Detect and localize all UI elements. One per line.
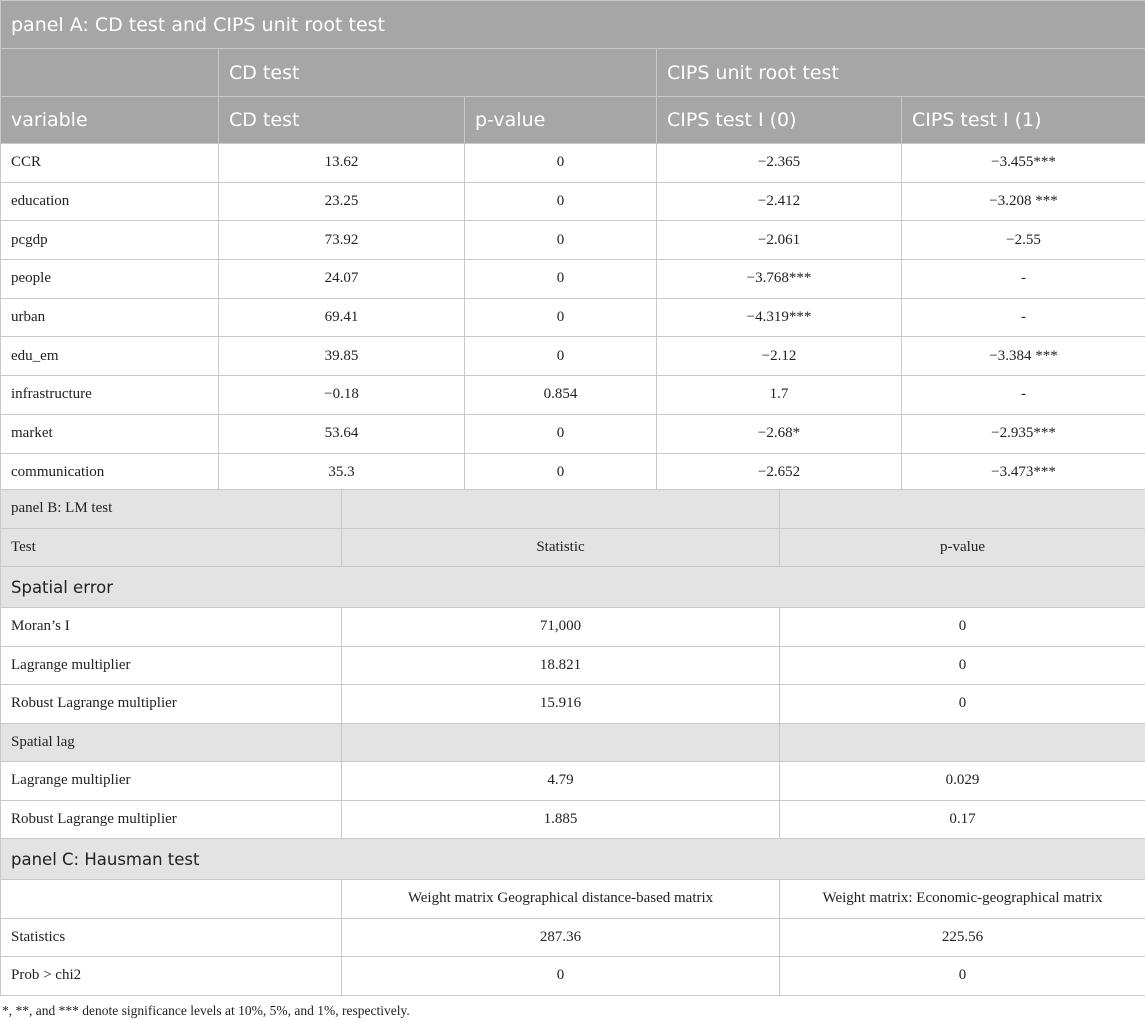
group-header-cd: CD test — [219, 49, 657, 97]
cell-p: 0 — [465, 453, 657, 492]
cell-p: 0 — [465, 298, 657, 337]
cell-i0: −4.319*** — [657, 298, 902, 337]
cell-i1: −3.384 *** — [902, 337, 1145, 376]
cell-statistic: 1.885 — [342, 800, 780, 839]
panel-c-title-row — [1, 839, 1145, 880]
cell-variable: communication — [1, 453, 219, 492]
panel-a-title: panel A: CD test and CIPS unit root test — [1, 1, 1145, 49]
cell-i0: −2.061 — [657, 221, 902, 260]
cell-i0: −2.365 — [657, 144, 902, 183]
table-row — [1, 337, 1145, 376]
cell-p: 0.17 — [780, 800, 1145, 839]
panel-c-header-row — [1, 880, 1145, 919]
table-row — [1, 182, 1145, 221]
cell-variable: market — [1, 414, 219, 453]
cell-test: Lagrange multiplier — [1, 646, 342, 685]
cell-cd: 53.64 — [219, 414, 465, 453]
cell-variable: pcgdp — [1, 221, 219, 260]
panel-b-header-row — [1, 528, 1145, 567]
cell-statistic: 4.79 — [342, 762, 780, 801]
cell-i1: −3.208 *** — [902, 182, 1145, 221]
cell-label: Prob > chi2 — [1, 957, 342, 996]
panel-a-table — [0, 0, 1145, 492]
cell-p: 0 — [465, 337, 657, 376]
cell-i0: −3.768*** — [657, 260, 902, 299]
table-row — [1, 453, 1145, 492]
cell-cd: 35.3 — [219, 453, 465, 492]
table-row — [1, 260, 1145, 299]
panel-b-title: panel B: LM test — [1, 490, 342, 529]
col-header-test: Test — [1, 528, 342, 567]
spatial-error-label: Spatial error — [1, 567, 1145, 608]
cell-i0: 1.7 — [657, 376, 902, 415]
col-header-p-value: p-value — [465, 97, 657, 144]
cell-p: 0 — [465, 182, 657, 221]
cell-p: 0.029 — [780, 762, 1145, 801]
table-row — [1, 221, 1145, 260]
table-row — [1, 918, 1145, 957]
cell-p: 0 — [780, 646, 1145, 685]
cell-statistic: 71,000 — [342, 608, 780, 647]
cell-cd: 23.25 — [219, 182, 465, 221]
cell-i0: −2.652 — [657, 453, 902, 492]
cell-p: 0 — [465, 221, 657, 260]
cell-i0: −2.68* — [657, 414, 902, 453]
cell-i1: −2.935*** — [902, 414, 1145, 453]
cell-geo: 0 — [342, 957, 780, 996]
cell-i1: - — [902, 298, 1145, 337]
col-header-cips-i0: CIPS test I (0) — [657, 97, 902, 144]
footnote: *, **, and *** denote significance levels at 10%, 5%, and 1%, respectively. — [2, 1003, 410, 1018]
cell-p: 0.854 — [465, 376, 657, 415]
cell-p: 0 — [465, 144, 657, 183]
table-row — [1, 646, 1145, 685]
cell-cd: −0.18 — [219, 376, 465, 415]
cell-statistic: 15.916 — [342, 685, 780, 724]
cell-geo: 287.36 — [342, 918, 780, 957]
cell-i0: −2.412 — [657, 182, 902, 221]
cell-p: 0 — [465, 260, 657, 299]
cell-variable: education — [1, 182, 219, 221]
cell-cd: 24.07 — [219, 260, 465, 299]
cell-variable: urban — [1, 298, 219, 337]
cell-test: Robust Lagrange multiplier — [1, 685, 342, 724]
cell-i0: −2.12 — [657, 337, 902, 376]
table-row — [1, 762, 1145, 801]
panel-bc-table — [0, 489, 1145, 996]
cell-statistic: 18.821 — [342, 646, 780, 685]
cell-variable: people — [1, 260, 219, 299]
table-row — [1, 957, 1145, 996]
spatial-lag-row — [1, 723, 1145, 762]
table-row — [1, 376, 1145, 415]
col-header-p-value: p-value — [780, 528, 1145, 567]
cell-variable: infrastructure — [1, 376, 219, 415]
cell-i1: - — [902, 260, 1145, 299]
spatial-error-row — [1, 567, 1145, 608]
cell-test: Lagrange multiplier — [1, 762, 342, 801]
cell-econ-geo: 0 — [780, 957, 1145, 996]
cell-p: 0 — [780, 685, 1145, 724]
cell-i1: −3.455*** — [902, 144, 1145, 183]
table-row — [1, 608, 1145, 647]
cell-test: Robust Lagrange multiplier — [1, 800, 342, 839]
cell-p: 0 — [465, 414, 657, 453]
cell-variable: CCR — [1, 144, 219, 183]
cell-i1: −2.55 — [902, 221, 1145, 260]
cell-label: Statistics — [1, 918, 342, 957]
col-header-variable: variable — [1, 97, 219, 144]
header-empty — [1, 49, 219, 97]
col-header-cd-test: CD test — [219, 97, 465, 144]
col-header-cips-i1: CIPS test I (1) — [902, 97, 1145, 144]
table-row — [1, 144, 1145, 183]
spatial-lag-label: Spatial lag — [1, 723, 342, 762]
cell-i1: - — [902, 376, 1145, 415]
table-row — [1, 685, 1145, 724]
cell-i1: −3.473*** — [902, 453, 1145, 492]
group-header-cips: CIPS unit root test — [657, 49, 1145, 97]
col-header-statistic: Statistic — [342, 528, 780, 567]
cell-econ-geo: 225.56 — [780, 918, 1145, 957]
table-row — [1, 298, 1145, 337]
table-row — [1, 414, 1145, 453]
col-header-geo-matrix: Weight matrix Geographical distance-based matrix — [342, 880, 780, 919]
col-header-empty — [1, 880, 342, 919]
cell-variable: edu_em — [1, 337, 219, 376]
cell-cd: 69.41 — [219, 298, 465, 337]
cell-test: Moran’s I — [1, 608, 342, 647]
table-row — [1, 800, 1145, 839]
cell-cd: 73.92 — [219, 221, 465, 260]
panel-c-title: panel C: Hausman test — [1, 839, 1145, 880]
col-header-econ-geo-matrix: Weight matrix: Economic-geographical matrix — [780, 880, 1145, 919]
cell-cd: 13.62 — [219, 144, 465, 183]
panel-b-title-row — [1, 490, 1145, 529]
cell-cd: 39.85 — [219, 337, 465, 376]
cell-p: 0 — [780, 608, 1145, 647]
